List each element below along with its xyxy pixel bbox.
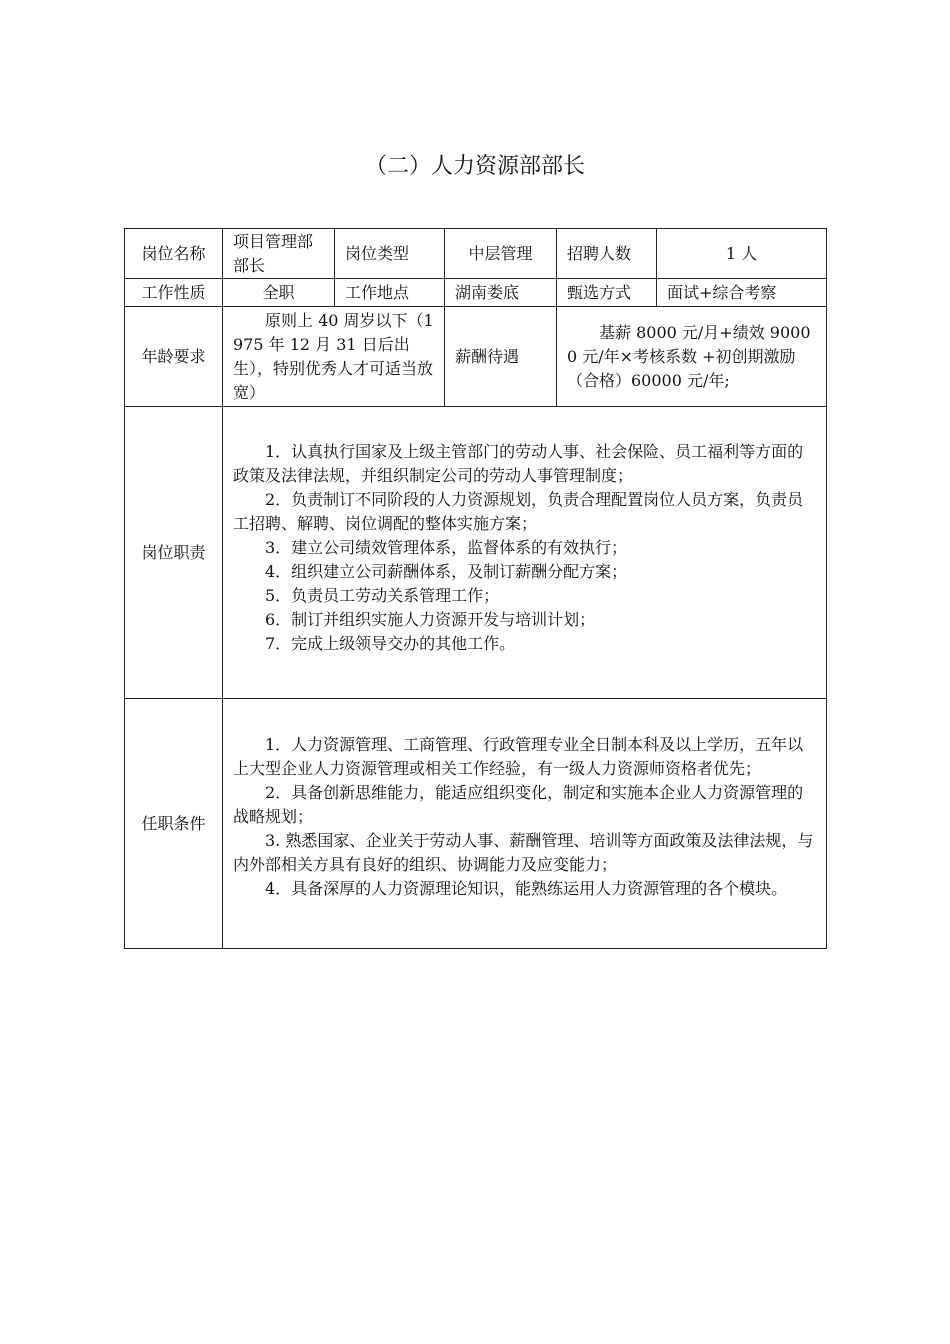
table-row — [125, 699, 827, 949]
work-nature-label: 工作性质 — [125, 279, 223, 307]
hire-count-value: 1 人 — [657, 229, 827, 279]
requirement-item: 1．人力资源管理、工商管理、行政管理专业全日制本科及以上学历，五年以上大型企业人力资源管理或相关工作经验，有一级人力资源师资格者优先； — [233, 734, 804, 778]
duties-label: 岗位职责 — [125, 407, 223, 699]
duties-content — [223, 407, 827, 699]
duty-item: 5．负责员工劳动关系管理工作； — [265, 585, 500, 605]
work-location-value: 湖南娄底 — [445, 279, 557, 307]
age-requirement-value — [223, 307, 445, 407]
requirements-label: 任职条件 — [125, 699, 223, 949]
page-title: （二）人力资源部部长 — [364, 154, 585, 179]
table-row — [125, 307, 827, 407]
salary-label: 薪酬待遇 — [445, 307, 557, 407]
table-row — [125, 229, 827, 279]
duty-item: 3．建立公司绩效管理体系，监督体系的有效执行； — [265, 537, 628, 557]
selection-method-value: 面试+综合考察 — [657, 279, 827, 307]
work-location-label: 工作地点 — [335, 279, 445, 307]
requirement-item: 4．具备深厚的人力资源理论知识，能熟练运用人力资源管理的各个模块。 — [265, 878, 788, 898]
duty-item: 6．制订并组织实施人力资源开发与培训计划； — [265, 609, 596, 629]
duty-item: 2．负责制订不同阶段的人力资源规划，负责合理配置岗位人员方案，负责员工招聘、解聘、岗位调配的整体实施方案； — [233, 489, 804, 533]
salary-text: 基薪 8000 元/月+绩效 90000 元/年×考核系数 +初创期激励（合格）60000 元/年; — [567, 322, 811, 390]
position-name-label: 岗位名称 — [125, 229, 223, 279]
age-requirement-label: 年龄要求 — [125, 307, 223, 407]
position-type-label: 岗位类型 — [335, 229, 445, 279]
position-name-value: 项目管理部部长 — [223, 229, 335, 279]
duty-item: 7．完成上级领导交办的其他工作。 — [265, 633, 516, 653]
requirement-item: 3. 熟悉国家、企业关于劳动人事、薪酬管理、培训等方面政策及法律法规，与内外部相关方具有良好的组织、协调能力及应变能力； — [233, 830, 814, 874]
salary-value — [557, 307, 827, 407]
position-type-value: 中层管理 — [445, 229, 557, 279]
selection-method-label: 甄选方式 — [557, 279, 657, 307]
duty-item: 1．认真执行国家及上级主管部门的劳动人事、社会保险、员工福利等方面的政策及法律法规，并组织制定公司的劳动人事管理制度； — [233, 441, 804, 485]
requirements-content — [223, 699, 827, 949]
hire-count-label: 招聘人数 — [557, 229, 657, 279]
table-row — [125, 407, 827, 699]
work-nature-value: 全职 — [223, 279, 335, 307]
age-requirement-text: 原则上 40 周岁以下（1975 年 12 月 31 日后出生），特别优秀人才可适当放宽） — [233, 310, 434, 402]
table-row — [125, 279, 827, 307]
duty-item: 4．组织建立公司薪酬体系，及制订薪酬分配方案； — [265, 561, 628, 581]
job-table — [124, 228, 827, 949]
requirement-item: 2．具备创新思维能力，能适应组织变化，制定和实施本企业人力资源管理的战略规划； — [233, 782, 804, 826]
